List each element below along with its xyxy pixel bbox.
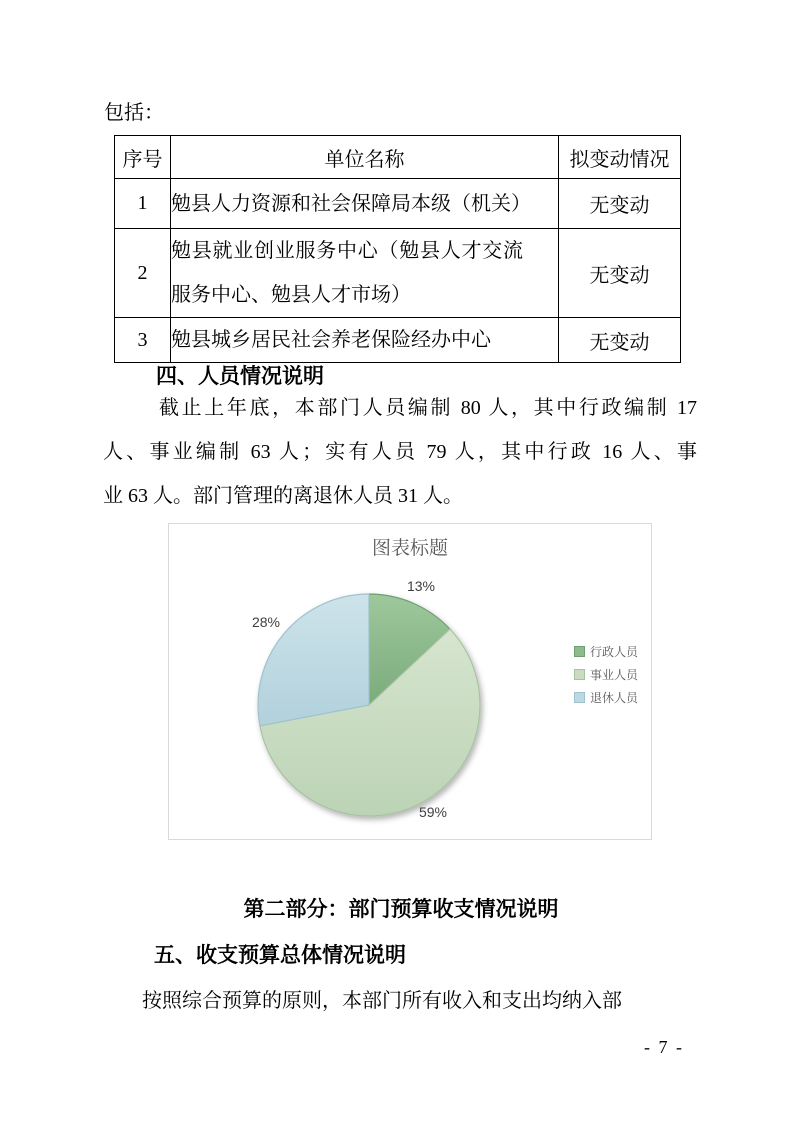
intro-text: 包括： xyxy=(104,102,164,124)
cell-row-number: 2 xyxy=(115,229,171,318)
section-5-heading: 五、收支预算总体情况说明 xyxy=(154,944,406,967)
legend-label: 行政人员 xyxy=(590,645,639,659)
cell-unit-name: 勉县城乡居民社会养老保险经办中心 xyxy=(171,318,559,363)
page-number: - 7 - xyxy=(644,1037,684,1057)
cell-row-number: 1 xyxy=(115,179,171,229)
legend-item xyxy=(574,640,638,663)
cell-unit-name: 勉县人力资源和社会保障局本级（机关） xyxy=(171,179,559,229)
cell-change-status: 无变动 xyxy=(559,179,681,229)
table-header-row xyxy=(115,136,681,179)
part-2-heading: 第二部分：部门预算收支情况说明 xyxy=(243,898,559,921)
table-row xyxy=(115,179,681,229)
paragraph-line: 截止上年底，本部门人员编制 80 人，其中行政编制 17 xyxy=(159,397,697,419)
chart-legend xyxy=(574,640,638,709)
section-4-heading: 四、人员情况说明 xyxy=(156,365,324,388)
table-row xyxy=(115,229,681,318)
cell-row-number: 3 xyxy=(115,318,171,363)
cell-change-status: 无变动 xyxy=(559,229,681,318)
budget-paragraph: 按照综合预算的原则，本部门所有收入和支出均纳入部 xyxy=(142,990,622,1012)
paragraph-line: 人、事业编制 63 人；实有人员 79 人，其中行政 16 人、事 xyxy=(103,441,697,463)
legend-label: 事业人员 xyxy=(590,668,639,682)
cell-change-status: 无变动 xyxy=(559,318,681,363)
pie-chart xyxy=(168,523,652,840)
units-table xyxy=(114,135,681,363)
personnel-paragraph xyxy=(103,386,697,518)
pie-label-1: 59% xyxy=(418,804,448,820)
pie-label-0: 13% xyxy=(406,578,436,594)
legend-swatch-icon xyxy=(574,692,585,703)
cell-unit-name: 勉县就业创业服务中心（勉县人才交流服务中心、勉县人才市场） xyxy=(171,229,559,318)
legend-item xyxy=(574,686,638,709)
header-cell-no: 序号 xyxy=(115,136,171,179)
pie-label-2: 28% xyxy=(251,614,281,630)
legend-swatch-icon xyxy=(574,646,585,657)
legend-label: 退休人员 xyxy=(590,691,639,705)
table-row xyxy=(115,318,681,363)
legend-item xyxy=(574,663,638,686)
header-cell-change: 拟变动情况 xyxy=(559,136,681,179)
legend-swatch-icon xyxy=(574,669,585,680)
paragraph-line: 业 63 人。部门管理的离退休人员 31 人。 xyxy=(103,485,463,507)
header-cell-name: 单位名称 xyxy=(171,136,559,179)
units-table-container xyxy=(114,135,681,363)
chart-title: 图表标题 xyxy=(371,538,448,559)
